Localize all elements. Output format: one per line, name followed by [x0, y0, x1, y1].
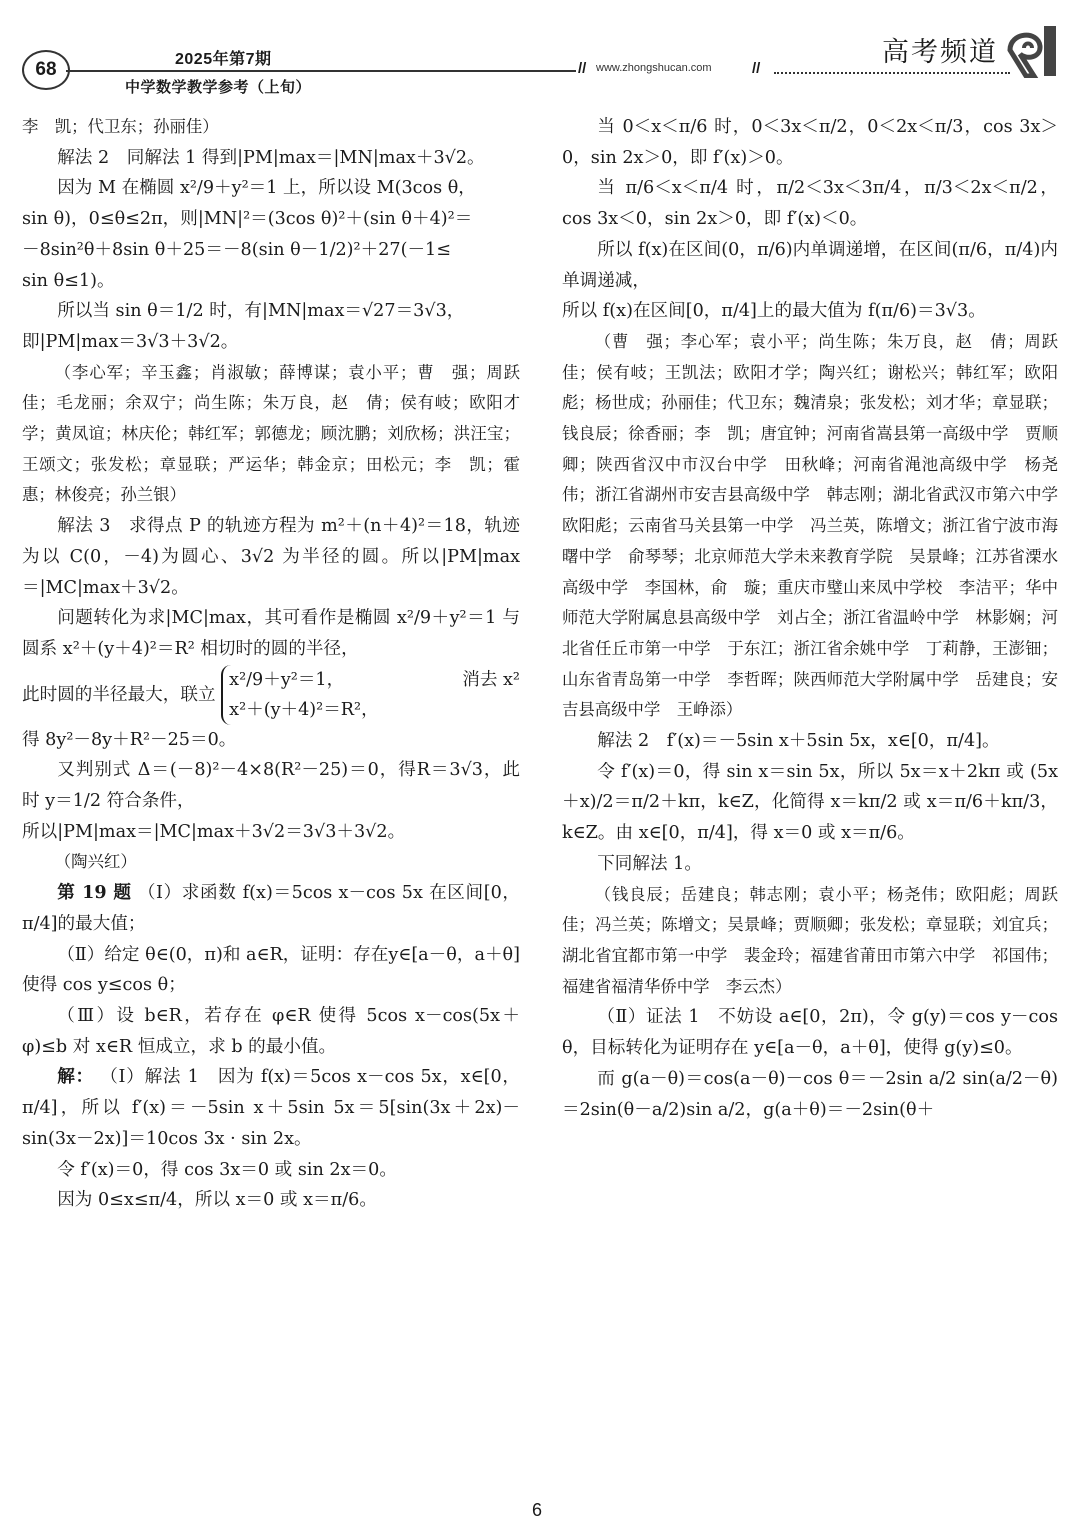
- method-2-solve: 令 f′(x)＝0，得 sin x＝sin 5x，所以 5x＝x＋2kπ 或 (5x＋x)/2＝π/2＋kπ，k∈Z，化简得 x＝kπ/2 或 x＝π/6＋kπ/3，k∈Z。由 x∈[0，π/4]，得 x＝0 或 x＝π/6。: [562, 761, 1058, 844]
- increasing-case: 当 0＜x＜π/6 时，0＜3x＜π/2，0＜2x＜π/3，cos 3x＞0，sin 2x＞0，即 f′(x)＞0。: [562, 117, 1058, 168]
- method-3-result: 所以|PM|max＝|MC|max＋3√2＝3√3＋3√2。: [22, 821, 406, 842]
- system-eq-2: x²＋(y＋4)²＝R²，: [229, 699, 379, 720]
- ellipse-param-line: 因为 M 在椭圆 x²/9＋y²＝1 上，所以设 M(3cos θ，: [57, 178, 476, 199]
- system-tail: 消去 x²: [462, 669, 520, 690]
- question-part-2: （Ⅱ）给定 θ∈(0，π)和 a∈R，证明：存在y∈[a－θ，a＋θ]使得 cos y≤cos θ；: [22, 944, 520, 996]
- contributors-list-1: （李心军；辛玉鑫；肖淑敏；薛博谋；袁小平；曹 强；周跃佳；毛龙丽；余双宁；尚生陈；朱万良，赵 倩；侯有岐；欧阳才学；黄凤谊；林庆伦；韩红军；郭德龙；顾沈鹏；刘欣杨；洪汪宝；王颂文；张发松；章显联；严运华；韩金京；田松元；李 凯；霍 惠；林俊亮；孙兰银）: [22, 362, 537, 505]
- page-marker: 6: [532, 1500, 543, 1520]
- solution-label: 解：: [57, 1066, 94, 1088]
- pm-max-line: 即|PM|max＝3√3＋3√2。: [22, 331, 239, 352]
- header-slash-left: //: [578, 60, 587, 77]
- contributors-list-2: （陶兴红）: [54, 852, 137, 872]
- contributors-list-3: （曹 强；李心军；袁小平；尚生陈；朱万良，赵 倩；周跃佳；侯有岐；王凯法；欧阳才学；陶兴红；谢松兴；韩红军；欧阳彪；杨世成；孙丽佳；代卫东；魏清泉；张发松；刘才华；章显联；钱良辰；徐香丽；李 凯；唐宜钟；河南省嵩县第一高级中学 贾顺卿；陕西省汉中市汉台中学 田秋峰；河南省渑池高级中学 杨尧伟；浙江省湖州市安吉县高级中学 韩志刚；湖北省武汉市第六中学 欧阳彪；云南省马关县第一中学 冯兰英，陈增文；浙江省宁波市海曙中学 俞琴琴；北京师范大学未来教育学院 吴景峰；江苏省溧水高级中学 李国林，俞 璇；重庆市璧山来凤中学校 李洁平；华中师范大学附属息县高级中学 刘占全；浙江省温岭中学 林影娴；河北省任丘市第一中学 于东江；浙江省余姚中学 丁莉静，王澎钿；山东省青岛第一中学 李哲晖；陕西师范大学附属中学 岳建良；安吉县高级中学 王峥添）: [562, 331, 1075, 720]
- header-dotted-rule: [774, 72, 1010, 74]
- contributors-tail: 李 凯；代卫东；孙丽佳）: [22, 117, 219, 136]
- mn-max-line: 所以当 sin θ＝1/2 时，有|MN|max＝√27＝3√3，: [57, 301, 465, 322]
- equation-system: [221, 665, 379, 725]
- mn-expansion-line: －8sin²θ＋8sin θ＋25＝－8(sin θ－1/2)²＋27(－1≤: [22, 239, 451, 260]
- system-line: [22, 665, 520, 725]
- method-3-transform: 问题转化为求|MC|max，其可看作是椭圆 x²/9＋y²＝1 与圆系 x²＋(y＋4)²＝R² 相切时的圆的半径，: [22, 608, 520, 659]
- solution-part-1-text: （Ⅰ）解法 1 因为 f(x)＝5cos x－cos 5x，x∈[0，π/4]，所以 f′(x)＝－5sin x＋5sin 5x＝5[sin(3x＋2x)－sin(3x－2x)]＝10cos 3x · sin 2x。: [22, 1067, 520, 1149]
- page-header: [0, 0, 1080, 110]
- monotonicity-summary: 所以 f(x)在区间(0，π/6)内单调递增，在区间(π/6，π/4)内单调递减，: [562, 239, 1058, 291]
- header-rule: [66, 70, 576, 72]
- question-19: [22, 878, 520, 939]
- question-label: 第 19 题: [57, 882, 132, 904]
- channel-logo-icon: [1004, 20, 1060, 78]
- question-part-1: （Ⅰ）求函数 f(x)＝5cos x－cos 5x 在区间[0，π/4]的最大值；: [22, 883, 520, 934]
- question-part-3: （Ⅲ）设 b∈R，若存在 φ∈R 使得 5cos x－cos(5x＋φ)≤b 对 x∈R 恒成立，求 b 的最小值。: [22, 1005, 520, 1057]
- mn-squared-line: sin θ)，0≤θ≤2π，则|MN|²＝(3cos θ)²＋(sin θ＋4)²＝: [22, 209, 473, 230]
- proof-g-values: 而 g(a－θ)＝cos(a－θ)－cos θ＝－2sin a/2 sin(a/2－θ)＝2sin(θ－a/2)sin a/2，g(a＋θ)＝－2sin(θ＋: [562, 1068, 1058, 1120]
- issue-label: 2025年第7期: [175, 51, 272, 68]
- same-as-method-1: 下同解法 1。: [597, 853, 702, 874]
- critical-points-line: 因为 0≤x≤π/4，所以 x＝0 或 x＝π/6。: [57, 1190, 377, 1211]
- solution-part-1: [22, 1062, 520, 1154]
- derivative-zero-line: 令 f′(x)＝0，得 cos 3x＝0 或 sin 2x＝0。: [57, 1159, 397, 1180]
- website-url: www.zhongshucan.com: [596, 62, 712, 74]
- system-eq-1: x²/9＋y²＝1，: [229, 669, 345, 690]
- decreasing-case: 当 π/6＜x＜π/4 时，π/2＜3x＜3π/4，π/3＜2x＜π/2，cos 3x＜0，sin 2x＞0，即 f′(x)＜0。: [562, 178, 1058, 230]
- left-column: [22, 112, 537, 1216]
- method-2-part-1: 解法 2 f′(x)＝－5sin x＋5sin 5x，x∈[0，π/4]。: [597, 731, 1000, 752]
- discriminant-line: 又判别式 Δ＝(－8)²－4×8(R²－25)＝0，得R＝3√3，此时 y＝1/2 符合条件，: [22, 760, 520, 812]
- page-number-badge: 68: [22, 50, 70, 90]
- right-column: [562, 112, 1075, 1125]
- contributors-list-4: （钱良辰；岳建良；韩志刚；袁小平；杨尧伟；欧阳彪；周跃佳；冯兰英；陈增文；吴景峰；贾顺卿；张发松；章显联；刘宜兵；湖北省宜都市第一中学 裴金玲；福建省莆田市第六中学 祁国伟；福建省福清华侨中学 李云杰）: [562, 884, 1058, 996]
- channel-title: 高考频道: [882, 37, 998, 68]
- proof-part-2: （Ⅱ）证法 1 不妨设 a∈[0，2π)，令 g(y)＝cos y－cos θ，目标转化为证明存在 y∈[a－θ，a＋θ]，使得 g(y)≤0。: [562, 1007, 1058, 1059]
- maximum-value-line: 所以 f(x)在区间[0，π/4]上的最大值为 f(π/6)＝3√3。: [562, 301, 986, 322]
- sin-range-line: sin θ≤1)。: [22, 270, 115, 291]
- method-2-intro: 解法 2 同解法 1 得到|PM|max＝|MN|max＋3√2。: [57, 147, 485, 168]
- system-lead: 此时圆的半径最大，联立: [22, 684, 216, 705]
- journal-title: 中学数学教学参考（上旬）: [125, 79, 312, 96]
- header-slash-right: //: [752, 60, 761, 77]
- method-3-intro: 解法 3 求得点 P 的轨迹方程为 m²＋(n＋4)²＝18，轨迹为以 C(0，－4)为圆心、3√2 为半径的圆。所以|PM|max＝|MC|max＋3√2。: [22, 516, 520, 598]
- quadratic-line: 得 8y²－8y＋R²－25＝0。: [22, 729, 237, 750]
